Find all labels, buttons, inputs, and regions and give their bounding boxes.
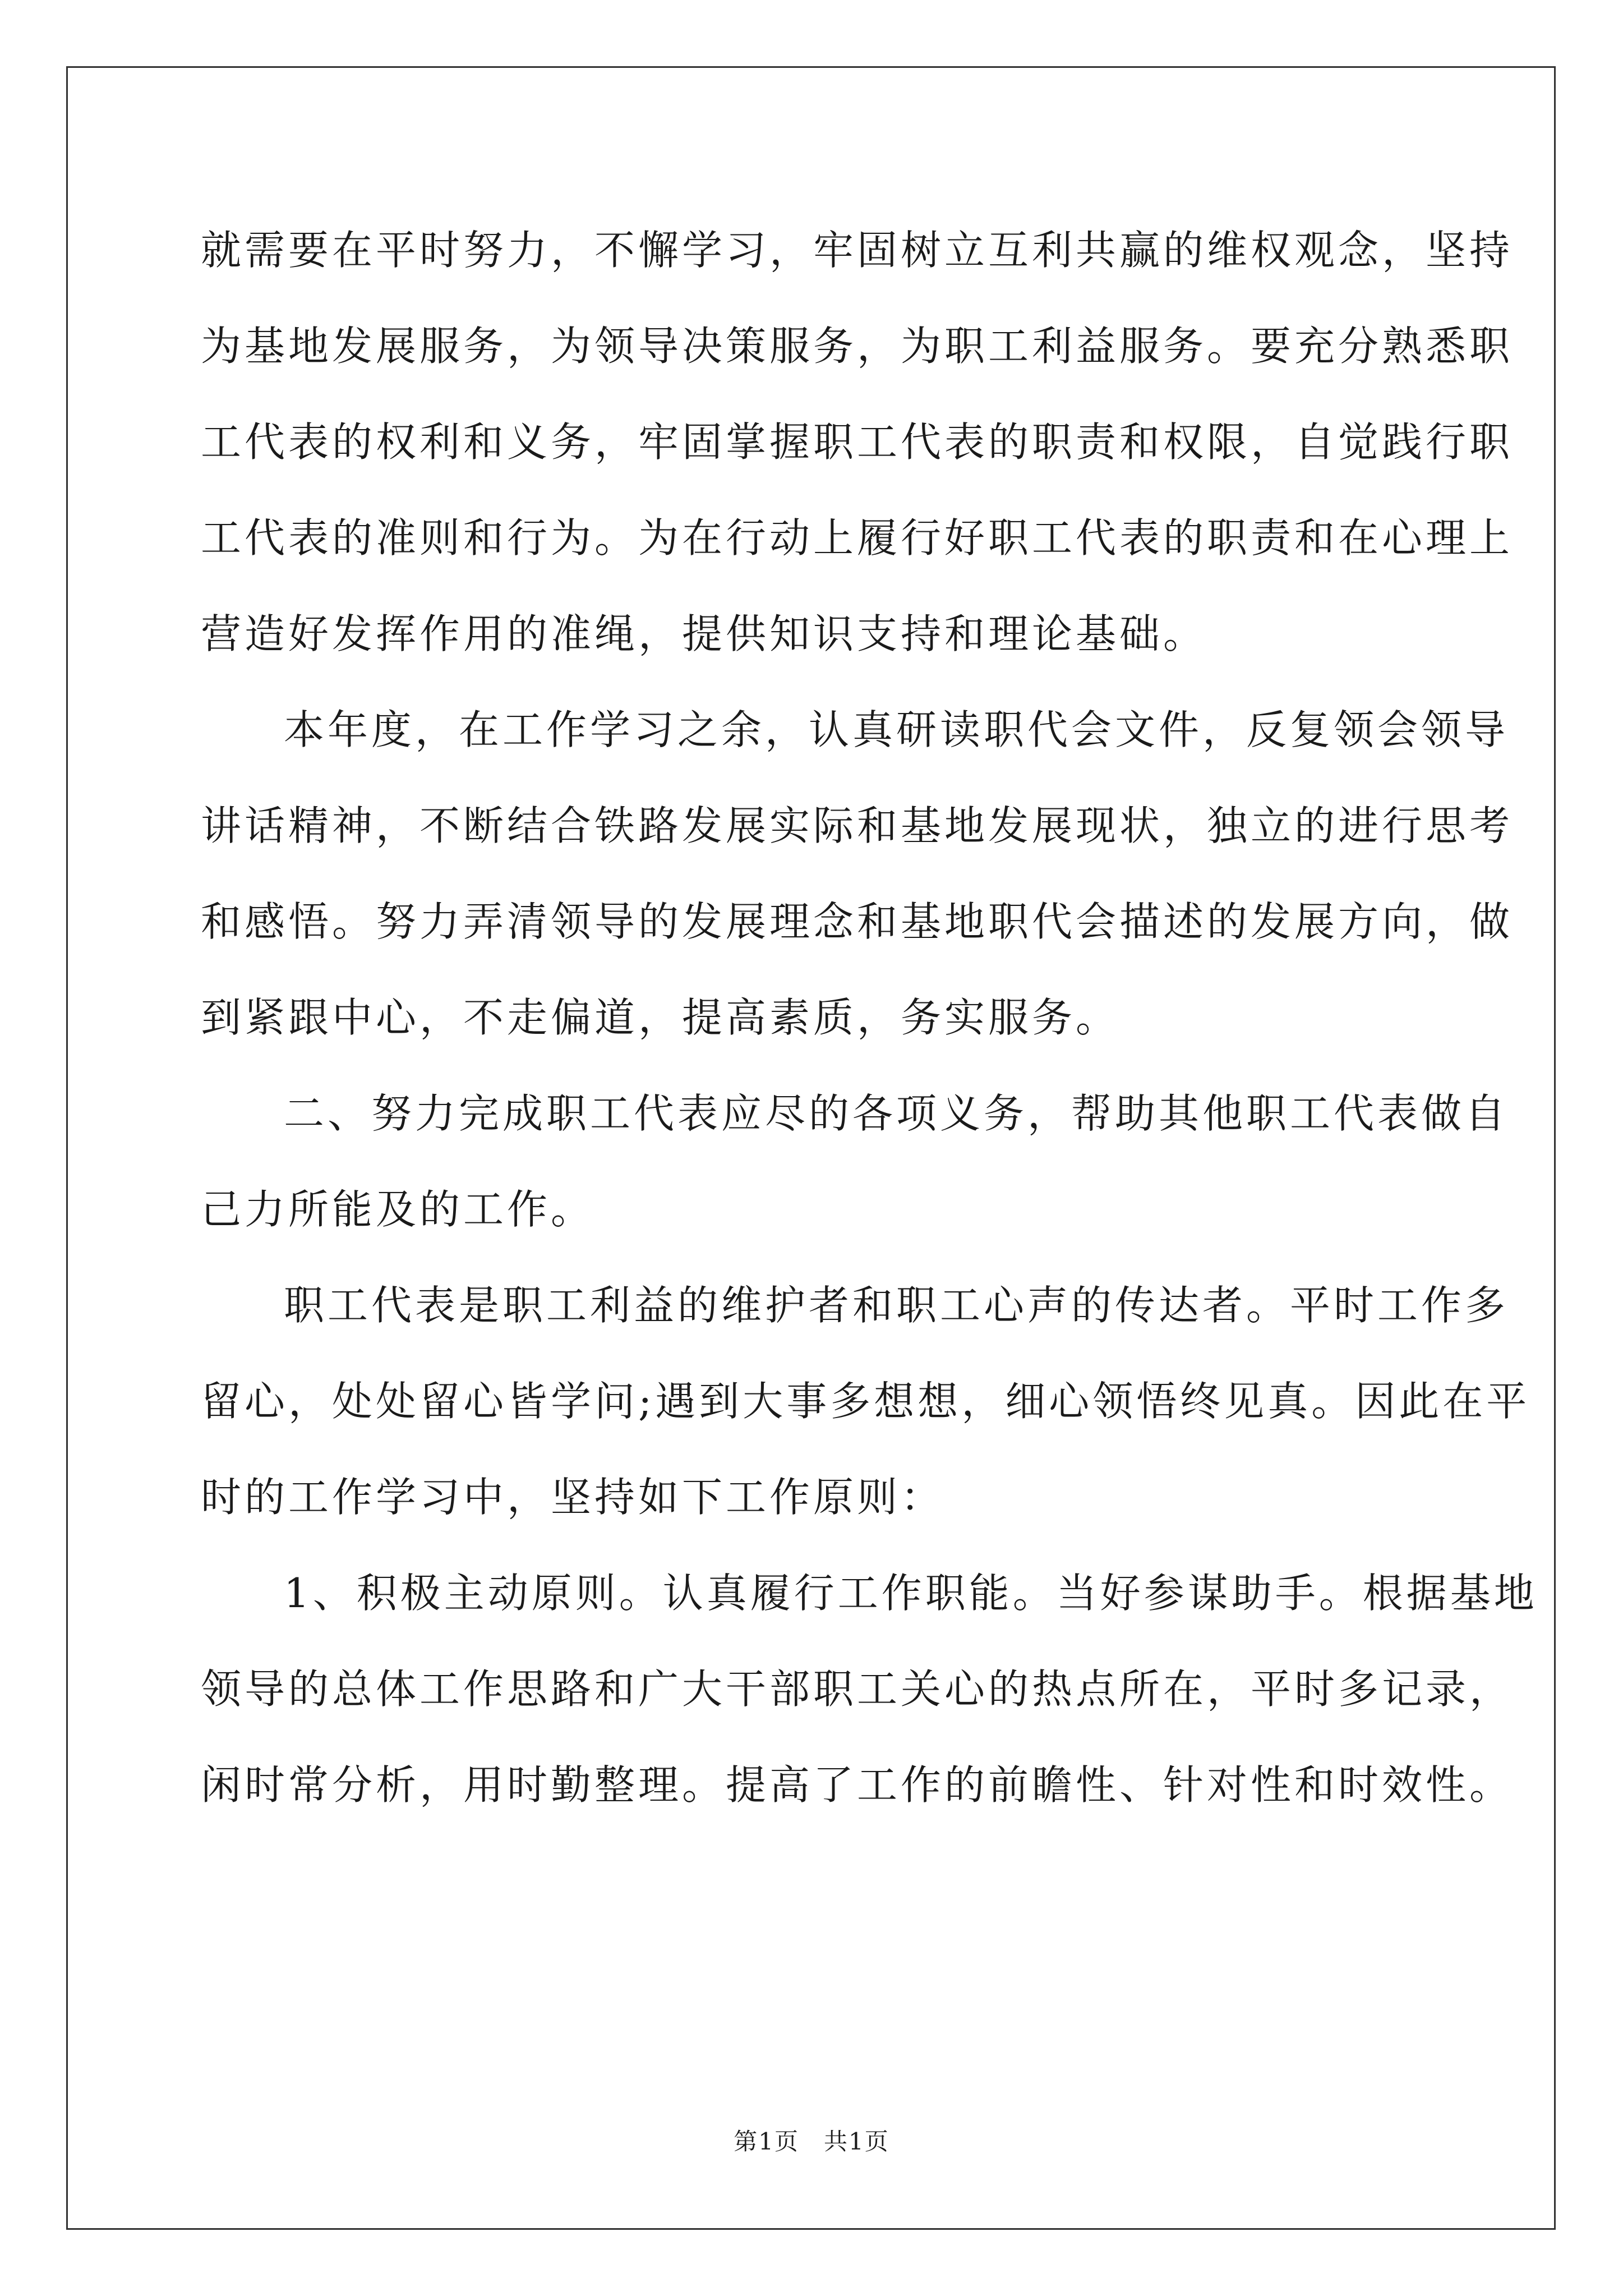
text-line: 就需要在平时努力，不懈学习，牢固树立互利共赢的维权观念，坚持	[201, 227, 1514, 274]
text-line: 工代表的准则和行为。为在行动上履行好职工代表的职责和在心理上	[201, 514, 1514, 562]
section-heading-line: 二、努力完成职工代表应尽的各项义务，帮助其他职工代表做自	[284, 1090, 1509, 1137]
text-line: 闲时常分析，用时勤整理。提高了工作的前瞻性、针对性和时效性。	[201, 1761, 1514, 1809]
text-line: 时的工作学习中，坚持如下工作原则：	[201, 1474, 945, 1521]
text-line: 领导的总体工作思路和广大干部职工关心的热点所在，平时多记录，	[201, 1665, 1514, 1713]
section-heading-line: 己力所能及的工作。	[201, 1186, 595, 1233]
text-line: 留心，处处留心皆学问;遇到大事多想想，细心领悟终见真。因此在平	[201, 1378, 1530, 1425]
text-line: 到紧跟中心，不走偏道，提高素质，务实服务。	[201, 994, 1120, 1041]
text-line: 和感悟。努力弄清领导的发展理念和基地职代会描述的发展方向，做	[201, 898, 1514, 945]
paragraph-first-line: 1、积极主动原则。认真履行工作职能。当好参谋助手。根据基地	[284, 1570, 1538, 1617]
page-border	[66, 66, 1556, 2230]
text-line: 为基地发展服务，为领导决策服务，为职工利益服务。要充分熟悉职	[201, 323, 1514, 370]
text-line: 讲话精神，不断结合铁路发展实际和基地发展现状，独立的进行思考	[201, 802, 1514, 849]
paragraph-first-line: 本年度，在工作学习之余，认真研读职代会文件，反复领会领导	[284, 706, 1509, 753]
text-line: 营造好发挥作用的准绳，提供知识支持和理论基础。	[201, 610, 1207, 657]
text-line: 工代表的权利和义务，牢固掌握职工代表的职责和权限，自觉践行职	[201, 418, 1514, 466]
page-number-footer: 第1页 共1页	[734, 2128, 889, 2155]
paragraph-first-line: 职工代表是职工利益的维护者和职工心声的传达者。平时工作多	[284, 1282, 1509, 1329]
